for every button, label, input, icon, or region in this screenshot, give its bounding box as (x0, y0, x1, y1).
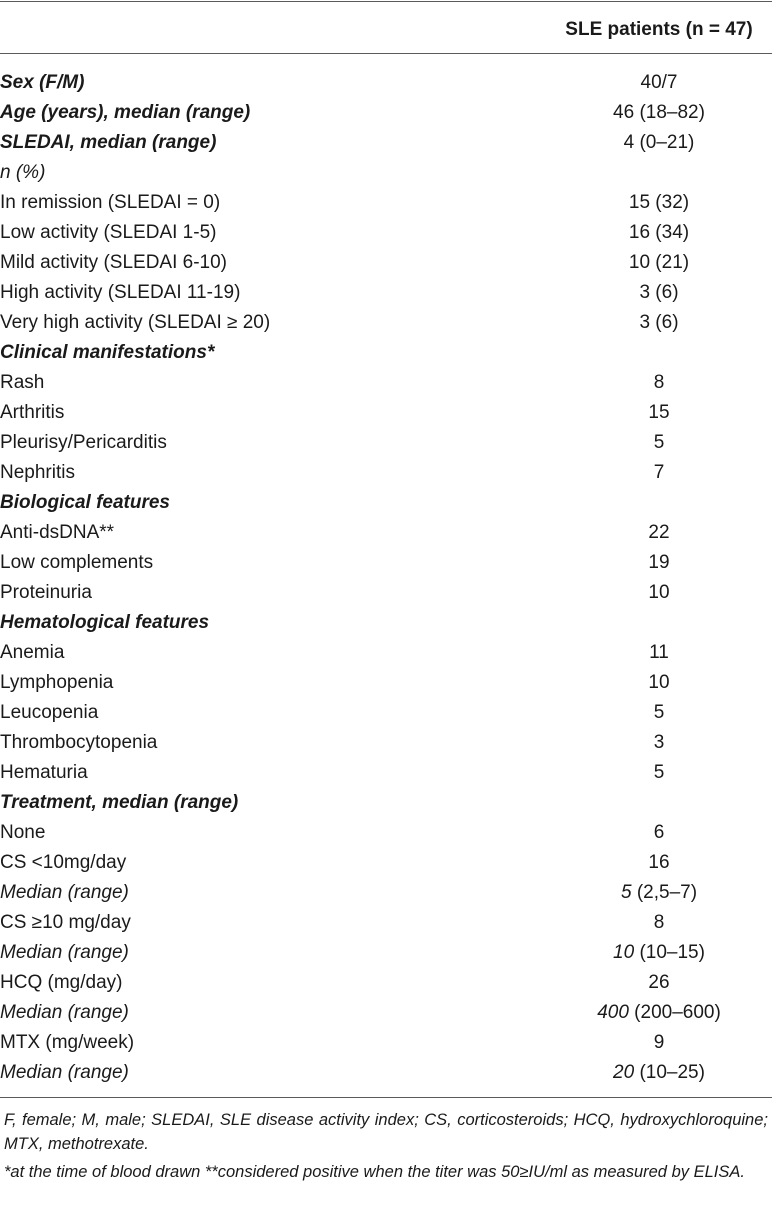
data-table (0, 68, 772, 1088)
row-label: None (0, 822, 46, 843)
row-label: Median (range) (0, 1002, 129, 1023)
row-value (546, 1058, 772, 1088)
footnote-notes: *at the time of blood drawn **considered positive when the titer was 50≥IU/ml as measured by ELISA. (4, 1163, 745, 1181)
row-label: Clinical manifestations* (0, 342, 215, 363)
row-label: Median (range) (0, 882, 129, 903)
table-row (0, 398, 772, 428)
range-value: (200–600) (634, 1002, 721, 1023)
table-row (0, 218, 772, 248)
row-label: Median (range) (0, 1062, 129, 1083)
table-row (0, 248, 772, 278)
median-value: 400 (597, 1002, 629, 1023)
row-value: 10 (648, 672, 670, 693)
row-label: In remission (SLEDAI = 0) (0, 192, 221, 213)
row-label: Low activity (SLEDAI 1-5) (0, 222, 217, 243)
row-label: CS <10mg/day (0, 852, 127, 873)
table-row (0, 458, 772, 488)
row-value (546, 788, 772, 818)
row-label: High activity (SLEDAI 11-19) (0, 282, 241, 303)
row-label: Anemia (0, 642, 65, 663)
table-row (0, 1028, 772, 1058)
table-row (0, 158, 772, 188)
table-row (0, 758, 772, 788)
row-value: 3 (6) (639, 312, 679, 333)
table-row (0, 848, 772, 878)
table-row (0, 368, 772, 398)
row-label: Proteinuria (0, 582, 92, 603)
row-label: SLEDAI, median (range) (0, 132, 217, 153)
row-value: 15 (648, 402, 670, 423)
row-value (546, 938, 772, 968)
row-label: Rash (0, 372, 45, 393)
row-value: 3 (653, 732, 665, 753)
table-row (0, 578, 772, 608)
range-value: (2,5–7) (636, 882, 698, 903)
table-row (0, 488, 772, 518)
table-row (0, 338, 772, 368)
row-label: Anti-dsDNA** (0, 522, 115, 543)
median-value: 20 (613, 1062, 635, 1083)
row-value: 16 (648, 852, 670, 873)
table-row (0, 668, 772, 698)
row-value: 4 (0–21) (623, 132, 695, 153)
table-body (0, 68, 772, 1088)
row-label: Hematological features (0, 612, 210, 633)
row-label: Low complements (0, 552, 154, 573)
table-row (0, 968, 772, 998)
table-row (0, 518, 772, 548)
table-row (0, 788, 772, 818)
row-value: 8 (653, 372, 665, 393)
table-row (0, 98, 772, 128)
row-label: Leucopenia (0, 702, 99, 723)
column-header-sle-patients: SLE patients (n = 47) (565, 19, 753, 40)
row-value (546, 488, 772, 518)
row-value (546, 338, 772, 368)
row-value: 40/7 (640, 72, 678, 93)
table-header (0, 2, 772, 53)
table-row (0, 68, 772, 98)
row-value: 8 (653, 912, 665, 933)
table-row (0, 908, 772, 938)
table-row (0, 428, 772, 458)
row-label: Lymphopenia (0, 672, 114, 693)
table-row (0, 128, 772, 158)
row-value: 3 (6) (639, 282, 679, 303)
row-value: 10 (21) (628, 252, 690, 273)
row-label: Biological features (0, 492, 170, 513)
table-row (0, 308, 772, 338)
row-value (546, 158, 772, 188)
table-row (0, 998, 772, 1028)
table-row (0, 638, 772, 668)
row-label: MTX (mg/week) (0, 1032, 135, 1053)
footnote-abbreviations: F, female; M, male; SLEDAI, SLE disease activity index; CS, corticosteroids; HCQ, hydroxychloroquine; MTX, methotrexate. (4, 1111, 768, 1153)
row-value: 11 (649, 642, 669, 663)
bottom-rule (0, 1097, 772, 1098)
range-value: (10–25) (639, 1062, 705, 1083)
row-label: n (%) (0, 162, 46, 183)
row-label: Mild activity (SLEDAI 6-10) (0, 252, 228, 273)
table-row (0, 608, 772, 638)
row-value: 5 (653, 702, 665, 723)
row-label: CS ≥10 mg/day (0, 912, 131, 933)
median-value: 5 (620, 882, 632, 903)
row-label: Median (range) (0, 942, 129, 963)
row-label: Hematuria (0, 762, 88, 783)
row-label: Age (years), median (range) (0, 102, 251, 123)
table-row (0, 698, 772, 728)
row-value: 7 (653, 462, 665, 483)
table-row (0, 878, 772, 908)
row-value: 26 (648, 972, 670, 993)
row-value: 9 (653, 1032, 665, 1053)
row-value: 10 (648, 582, 670, 603)
table-row (0, 278, 772, 308)
row-label: Nephritis (0, 462, 75, 483)
table-row (0, 938, 772, 968)
row-value: 5 (653, 432, 665, 453)
row-value (546, 998, 772, 1028)
row-label: Arthritis (0, 402, 65, 423)
row-label: Thrombocytopenia (0, 732, 158, 753)
row-label: Pleurisy/Pericarditis (0, 432, 167, 453)
row-value: 16 (34) (628, 222, 690, 243)
row-label: Treatment, median (range) (0, 792, 239, 813)
row-value: 22 (648, 522, 670, 543)
table-row (0, 728, 772, 758)
row-label: Very high activity (SLEDAI ≥ 20) (0, 312, 271, 333)
row-label: Sex (F/M) (0, 72, 85, 93)
row-value: 5 (653, 762, 665, 783)
median-value: 10 (613, 942, 635, 963)
row-value: 19 (648, 552, 670, 573)
row-value (546, 608, 772, 638)
row-value (546, 878, 772, 908)
table-row (0, 188, 772, 218)
row-label: HCQ (mg/day) (0, 972, 123, 993)
header-rule (0, 53, 772, 54)
table-row (0, 1058, 772, 1088)
row-value: 6 (653, 822, 665, 843)
table-row (0, 548, 772, 578)
row-value: 15 (32) (628, 192, 690, 213)
table-row (0, 818, 772, 848)
footnotes (4, 1108, 768, 1184)
range-value: (10–15) (639, 942, 705, 963)
row-value: 46 (18–82) (613, 102, 705, 123)
